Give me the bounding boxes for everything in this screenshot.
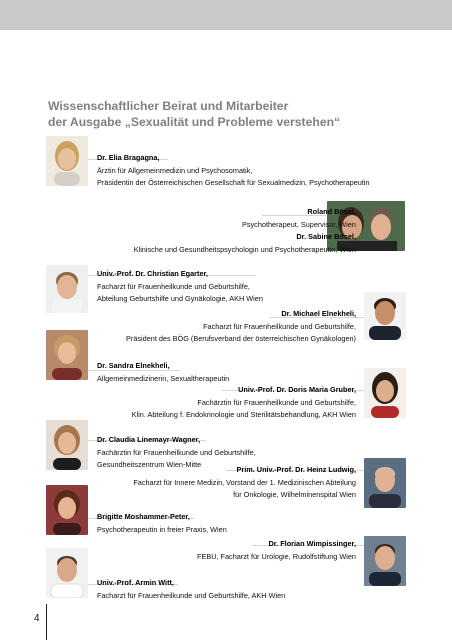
entry-line: Klinische und Gesundheitspsychologin und Psychotherapeutin, Wien [133,244,356,254]
entry-name: Dr. Sandra Elnekheli, [97,361,170,370]
portrait-photo-wimpissinger [364,536,406,586]
entry-egarter [97,268,263,306]
entry-name: Dr. Claudia Linemayr-Wagner, [97,435,201,444]
portrait-photo-egarter [46,265,88,313]
entry-name: Dr. Sabine Bösel, [296,232,356,241]
entry-line: Allgemeinmedizinerin, Sexualtherapeutin [97,373,230,383]
entry-line: Facharzt für Frauenheilkunde und Geburtshilfe, [97,281,250,291]
entry-line: Fachärztin für Frauenheilkunde und Geburtshilfe, [97,447,256,457]
entry-roland-boesel [242,206,356,231]
portrait-photo-moshammer-peter [46,485,88,535]
entry-line: Facharzt für Frauenheilkunde und Geburtshilfe, [203,321,356,331]
portrait-photo-bragagna [46,136,88,186]
entry-moshammer-peter [97,511,227,536]
entry-line: Gesundheitszentrum Wien-Mitte [97,460,202,470]
entry-name: Dr. Florian Wimpissinger, [268,539,356,548]
entry-michael-elnekheli [126,308,356,346]
page-number: 4 [34,613,40,624]
portrait-photo-ludwig [364,458,406,508]
portrait-photo-witt [46,548,88,598]
entry-line: Präsidentin der Österreichischen Gesellschaft für Sexualmedizin, Psychotherapeutin [97,178,370,188]
entry-ludwig [133,464,356,502]
entry-line: Ärztin für Allgemeinmedizin und Psychosomatik, [97,165,253,175]
entry-sandra-elnekheli [97,360,229,385]
entry-line: Facharzt für Frauenheilkunde und Geburtshilfe, AKH Wien [97,590,286,600]
entry-bragagna [97,152,370,190]
entry-name: Dr. Elia Bragagna, [97,153,160,162]
entry-line: Abteilung Geburtshilfe und Gynäkologie, AKH Wien [97,294,263,304]
entry-name: Dr. Michael Elnekheli, [281,309,356,318]
portrait-photo-m-elnekheli [364,292,406,340]
entry-name: Roland Bösel, [307,207,356,216]
portrait-photo-linemayr-wagner [46,420,88,470]
entry-line: Präsident des BÖG (Berufsverband der österreichischen Gynäkologen) [126,334,356,344]
page-heading [48,98,408,130]
entry-line: Fachärztin für Frauenheilkunde und Geburtshilfe, [197,397,356,407]
entry-sabine-boesel [134,231,356,256]
entry-gruber [132,384,356,422]
heading-line-1: Wissenschaftlicher Beirat und Mitarbeiter [48,99,289,113]
entry-name: Univ.-Prof. Dr. Doris Maria Gruber, [238,385,356,394]
page-number-rule [46,604,47,640]
portrait-photo-gruber [364,368,406,418]
entry-name: Prim. Univ.-Prof. Dr. Heinz Ludwig, [236,465,356,474]
top-gray-band [0,0,452,30]
entry-line: für Onkologie, Wilhelminenspital Wien [233,490,356,500]
entry-wimpissinger [197,538,356,563]
entry-line: Facharzt für Innere Medizin, Vorstand der 1. Medizinischen Abteilung [133,477,356,487]
portrait-photo-s-elnekheli [46,330,88,380]
entry-line: Klin. Abteilung f. Endokrinologie und Sterilitätsbehandlung, AKH Wien [131,410,356,420]
entry-name: Univ.-Prof. Armin Witt, [97,578,174,587]
entry-name: Brigitte Moshammer-Peter, [97,512,190,521]
entry-witt [97,577,285,602]
heading-line-2: der Ausgabe „Sexualität und Probleme verstehen“ [48,115,341,129]
entry-line: FEBU, Facharzt für Urologie, Rudolfstiftung Wien [197,551,356,561]
entry-line: Psychotherapeutin in freier Praxis, Wien [97,524,227,534]
entry-name: Univ.-Prof. Dr. Christian Egarter, [97,269,208,278]
entry-line: Psychotherapeut, Supervisor, Wien [242,219,356,229]
